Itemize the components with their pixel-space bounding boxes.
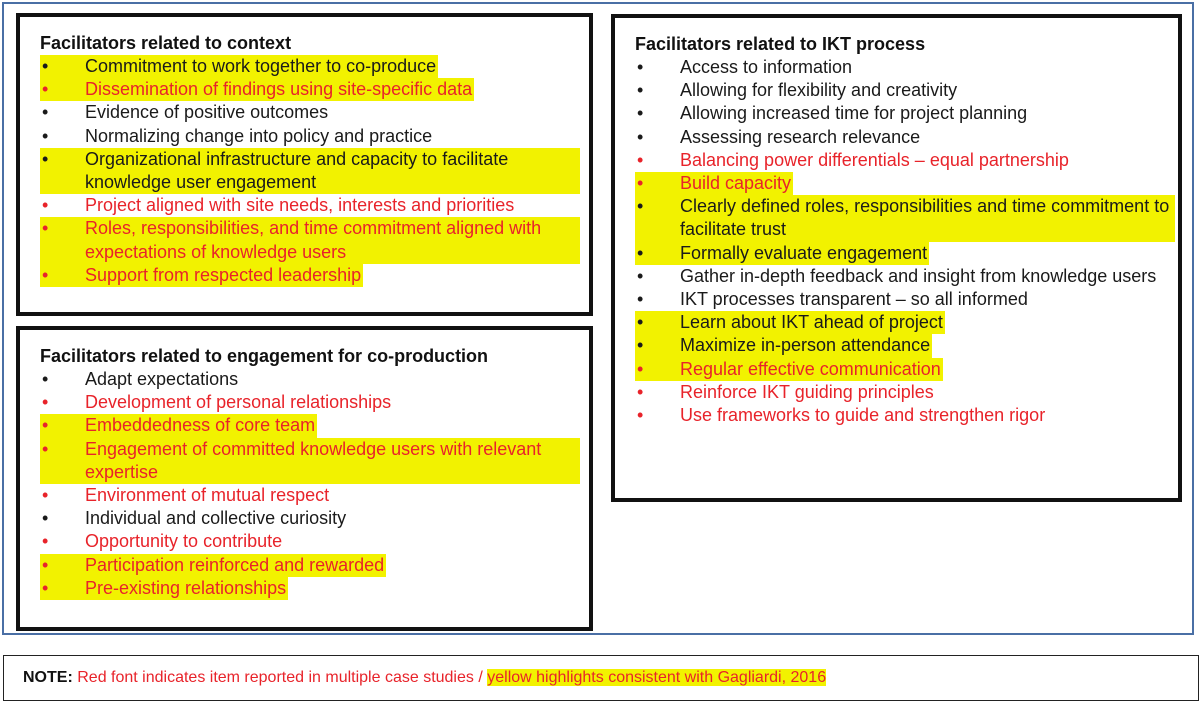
bullet-icon: • (42, 577, 49, 598)
bullet-icon: • (42, 125, 49, 146)
list-item-text: Individual and collective curiosity (85, 508, 347, 529)
list-item-text: Embeddedness of core team (85, 415, 316, 436)
list-item (635, 172, 793, 195)
bullet-icon: • (42, 148, 49, 169)
note-red-font-explanation: Red font indicates item reported in multiple case studies / (77, 669, 483, 686)
list-item-text: Pre-existing relationships (85, 577, 287, 598)
list-item (635, 358, 943, 381)
bullet-icon: • (42, 438, 49, 459)
ikt-box-title: Facilitators related to IKT process (635, 34, 926, 54)
engagement-facilitators-box (16, 326, 593, 631)
list-item-text: Allowing increased time for project planning (680, 103, 1028, 124)
list-item (40, 507, 580, 530)
list-item-text: Opportunity to contribute (85, 531, 283, 552)
ikt-items-list (635, 56, 1178, 427)
list-item-text: Clearly defined roles, responsibilities and time commitment to facilitate trust (680, 196, 1170, 240)
list-item-text: Environment of mutual respect (85, 485, 330, 506)
list-item-text: Assessing research relevance (680, 126, 921, 147)
list-item-text: Gather in-depth feedback and insight from knowledge users (680, 265, 1157, 286)
list-item (40, 577, 288, 600)
list-item-text: Dissemination of findings using site-specific data (85, 79, 473, 100)
list-item (635, 334, 932, 357)
bullet-icon: • (42, 264, 49, 285)
list-item (635, 56, 1175, 79)
list-item-text: Evidence of positive outcomes (85, 102, 329, 123)
list-item (40, 391, 580, 414)
bullet-icon: • (42, 102, 49, 123)
bullet-icon: • (42, 195, 49, 216)
list-item (40, 438, 580, 484)
list-item (635, 242, 929, 265)
bullet-icon: • (42, 531, 49, 552)
list-item (635, 195, 1175, 241)
list-item-text: Commitment to work together to co-produce (85, 56, 437, 76)
list-item (40, 414, 317, 437)
list-item-text: Support from respected leadership (85, 264, 362, 285)
bullet-icon: • (637, 57, 644, 77)
list-item-text: IKT processes transparent – so all informed (680, 289, 1028, 310)
list-item (40, 554, 386, 577)
note-label: NOTE: (23, 669, 73, 686)
bullet-icon: • (42, 79, 49, 100)
engagement-box-title: Facilitators related to engagement for co-production (40, 346, 489, 366)
list-item-text: Regular effective communication (680, 358, 941, 379)
list-item (40, 125, 580, 148)
context-facilitators-box (16, 13, 593, 316)
bullet-icon: • (637, 405, 644, 426)
list-item (635, 79, 1175, 102)
note-highlight-explanation: yellow highlights consistent with Gagliardi, 2016 (487, 669, 827, 686)
bullet-icon: • (42, 415, 49, 436)
bullet-icon: • (42, 485, 49, 506)
list-item-text: Maximize in-person attendance (680, 335, 931, 356)
bullet-icon: • (42, 392, 49, 413)
bullet-icon: • (637, 265, 644, 286)
list-item-text: Formally evaluate engagement (680, 242, 928, 263)
list-item (40, 194, 580, 217)
list-item (40, 101, 580, 124)
bullet-icon: • (42, 508, 49, 529)
ikt-process-facilitators-box (611, 14, 1182, 502)
bullet-icon: • (42, 218, 49, 239)
list-item (635, 149, 1175, 172)
bullet-icon: • (637, 335, 644, 356)
list-item-text: Allowing for flexibility and creativity (680, 80, 958, 101)
bullet-icon: • (637, 312, 644, 333)
bullet-icon: • (637, 173, 644, 194)
list-item (635, 288, 1175, 311)
list-item (40, 217, 580, 263)
bullet-icon: • (637, 103, 644, 124)
list-item-text: Build capacity (680, 173, 792, 194)
list-item (40, 368, 580, 391)
engagement-items-list (40, 368, 589, 600)
list-item (40, 148, 580, 194)
list-item-text: Adapt expectations (85, 369, 239, 389)
list-item-text: Access to information (680, 57, 853, 77)
bullet-icon: • (42, 369, 49, 389)
list-item-text: Participation reinforced and rewarded (85, 554, 385, 575)
list-item-text: Development of personal relationships (85, 392, 392, 413)
list-item (40, 530, 580, 553)
list-item (40, 55, 438, 78)
bullet-icon: • (637, 149, 644, 170)
list-item (40, 78, 474, 101)
list-item (40, 484, 580, 507)
context-box-title: Facilitators related to context (40, 33, 292, 53)
list-item (40, 264, 363, 287)
bullet-icon: • (42, 554, 49, 575)
bullet-icon: • (637, 358, 644, 379)
list-item-text: Engagement of committed knowledge users with relevant expertise (85, 438, 542, 482)
list-item-text: Use frameworks to guide and strengthen rigor (680, 405, 1046, 426)
bullet-icon: • (637, 242, 644, 263)
bullet-icon: • (637, 289, 644, 310)
bullet-icon: • (637, 196, 644, 217)
context-items-list (40, 55, 589, 287)
list-item (635, 126, 1175, 149)
list-item (635, 311, 945, 334)
list-item (635, 404, 1175, 427)
list-item-text: Organizational infrastructure and capacity to facilitate knowledge user engagement (85, 148, 509, 193)
list-item-text: Reinforce IKT guiding principles (680, 381, 934, 402)
list-item (635, 381, 1175, 404)
list-item (635, 102, 1175, 125)
list-item-text: Roles, responsibilities, and time commitment aligned with expectations of knowledge users (85, 218, 542, 262)
legend-note (3, 655, 1199, 701)
list-item-text: Learn about IKT ahead of project (680, 312, 943, 333)
list-item-text: Project aligned with site needs, interests and priorities (85, 195, 515, 216)
bullet-icon: • (637, 381, 644, 402)
list-item-text: Balancing power differentials – equal partnership (680, 149, 1069, 170)
list-item-text: Normalizing change into policy and practice (85, 125, 433, 146)
bullet-icon: • (637, 80, 644, 101)
list-item (635, 265, 1175, 288)
bullet-icon: • (42, 56, 49, 76)
bullet-icon: • (637, 126, 644, 147)
